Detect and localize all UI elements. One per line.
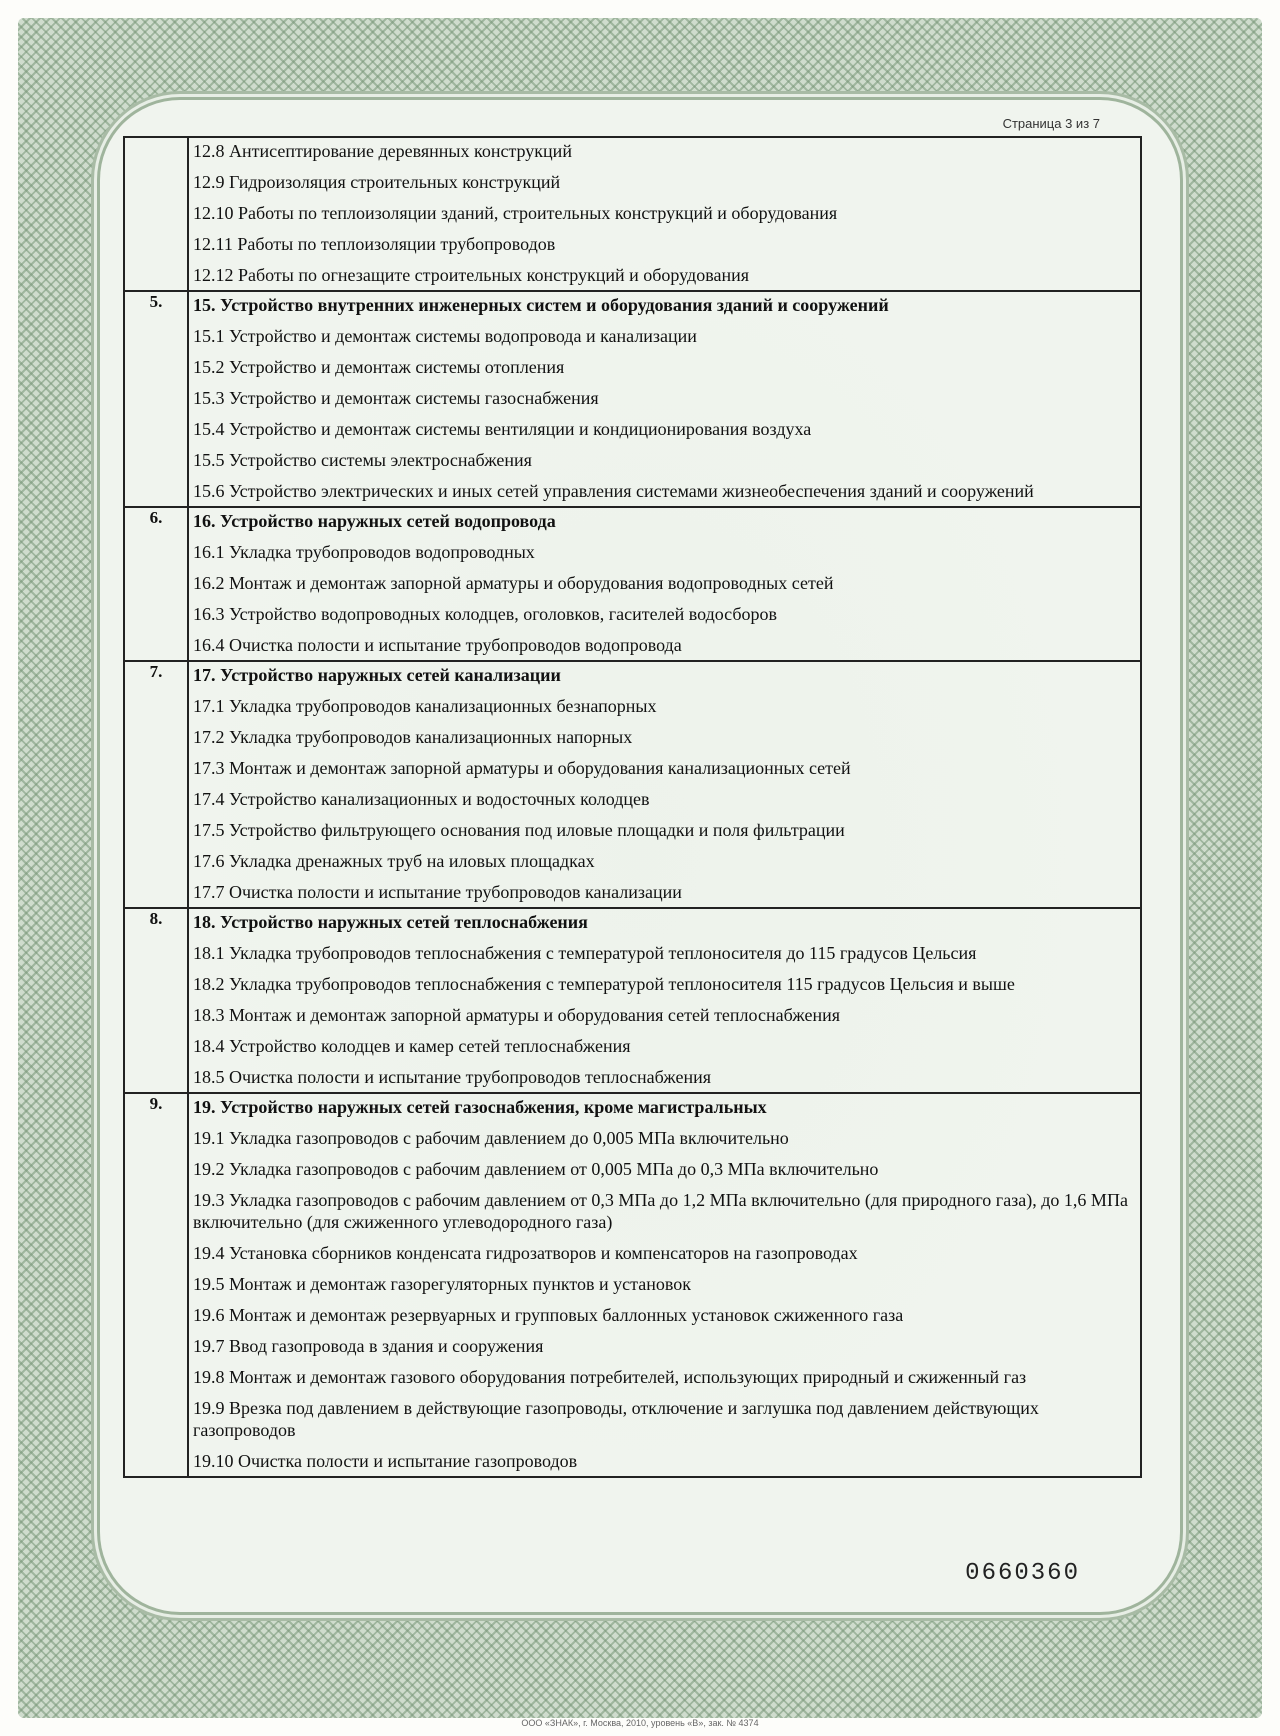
work-item: 18.3 Монтаж и демонтаж запорной арматуры и оборудования сетей теплоснабжения [193,1005,841,1025]
section-heading: 19. Устройство наружных сетей газоснабжения, кроме магистральных [193,1097,767,1117]
section-number: 9. [124,1093,188,1477]
work-item: 17.7 Очистка полости и испытание трубопроводов канализации [193,882,682,902]
work-item: 19.2 Укладка газопроводов с рабочим давлением от 0,005 МПа до 0,3 МПа включительно [193,1159,879,1179]
section-content [188,1093,1141,1477]
section-content [188,661,1141,908]
work-types-table-body [124,137,1141,1477]
section-content [188,137,1141,291]
section-content [188,908,1141,1093]
work-item: 17.5 Устройство фильтрующего основания под иловые площадки и поля фильтрации [193,820,845,840]
work-item: 16.1 Укладка трубопроводов водопроводных [193,542,535,562]
work-item: 15.3 Устройство и демонтаж системы газоснабжения [193,388,599,408]
work-types-table [123,136,1142,1478]
section-heading: 17. Устройство наружных сетей канализации [193,665,561,685]
work-item: 16.3 Устройство водопроводных колодцев, оголовков, гасителей водосборов [193,604,778,624]
work-item: 19.4 Установка сборников конденсата гидрозатворов и компенсаторов на газопроводах [193,1243,858,1263]
work-item: 17.4 Устройство канализационных и водосточных колодцев [193,789,650,809]
section-number: 5. [124,291,188,507]
work-item: 19.1 Укладка газопроводов с рабочим давлением до 0,005 МПа включительно [193,1128,789,1148]
work-item: 18.4 Устройство колодцев и камер сетей теплоснабжения [193,1036,631,1056]
work-item: 19.8 Монтаж и демонтаж газового оборудования потребителей, использующих природный и сжиженный газ [193,1367,1027,1387]
work-item: 12.12 Работы по огнезащите строительных конструкций и оборудования [193,265,749,285]
work-item: 12.9 Гидроизоляция строительных конструкций [193,172,561,192]
section-heading: 16. Устройство наружных сетей водопровода [193,511,556,531]
work-item: 12.8 Антисептирование деревянных конструкций [193,141,572,161]
section-row [124,661,1141,908]
work-item: 17.3 Монтаж и демонтаж запорной арматуры и оборудования канализационных сетей [193,758,851,778]
section-row [124,908,1141,1093]
section-row [124,291,1141,507]
work-item: 19.5 Монтаж и демонтаж газорегуляторных пунктов и установок [193,1274,691,1294]
work-item: 17.1 Укладка трубопроводов канализационных безнапорных [193,696,657,716]
work-item: 15.1 Устройство и демонтаж системы водопровода и канализации [193,326,697,346]
work-item: 19.6 Монтаж и демонтаж резервуарных и групповых баллонных установок сжиженного газа [193,1305,904,1325]
work-item: 17.6 Укладка дренажных труб на иловых площадках [193,851,595,871]
section-row [124,137,1141,291]
section-content [188,291,1141,507]
work-item: 18.1 Укладка трубопроводов теплоснабжения с температурой теплоносителя до 115 градусов Цельсия [193,943,977,963]
work-item: 15.6 Устройство электрических и иных сетей управления системами жизнеобеспечения зданий и сооружений [193,481,1034,501]
section-number: 7. [124,661,188,908]
work-item: 12.11 Работы по теплоизоляции трубопроводов [193,234,556,254]
work-item: 16.2 Монтаж и демонтаж запорной арматуры и оборудования водопроводных сетей [193,573,834,593]
section-number: 8. [124,908,188,1093]
work-item: 18.2 Укладка трубопроводов теплоснабжения с температурой теплоносителя 115 градусов Цельсия и выше [193,974,1015,994]
work-item: 19.10 Очистка полости и испытание газопроводов [193,1451,578,1471]
section-number: 6. [124,507,188,661]
section-content [188,507,1141,661]
work-item: 18.5 Очистка полости и испытание трубопроводов теплоснабжения [193,1067,712,1087]
section-number [124,137,188,291]
section-row [124,1093,1141,1477]
work-item: 16.4 Очистка полости и испытание трубопроводов водопровода [193,635,682,655]
work-item: 17.2 Укладка трубопроводов канализационных напорных [193,727,633,747]
document-serial-number: 0660360 [965,1560,1080,1587]
work-item: 19.9 Врезка под давлением в действующие газопроводы, отключение и заглушка под давлением действующих газопроводов [193,1398,1039,1440]
section-heading: 15. Устройство внутренних инженерных систем и оборудования зданий и сооружений [193,295,889,315]
work-item: 15.5 Устройство системы электроснабжения [193,450,532,470]
section-row [124,507,1141,661]
section-heading: 18. Устройство наружных сетей теплоснабжения [193,912,588,932]
work-item: 19.7 Ввод газопровода в здания и сооружения [193,1336,544,1356]
work-item: 12.10 Работы по теплоизоляции зданий, строительных конструкций и оборудования [193,203,838,223]
page-number-label: Страница 3 из 7 [1002,116,1100,131]
work-item: 19.3 Укладка газопроводов с рабочим давлением от 0,3 МПа до 1,2 МПа включительно (для природного газа), до 1,6 МПа включительно (для сжиженного углеводородного газа) [193,1190,1128,1232]
work-item: 15.4 Устройство и демонтаж системы вентиляции и кондиционирования воздуха [193,419,812,439]
work-item: 15.2 Устройство и демонтаж системы отопления [193,357,565,377]
printer-footer: ООО «ЗНАК», г. Москва, 2010, уровень «В», зак. № 4374 [521,1718,759,1728]
